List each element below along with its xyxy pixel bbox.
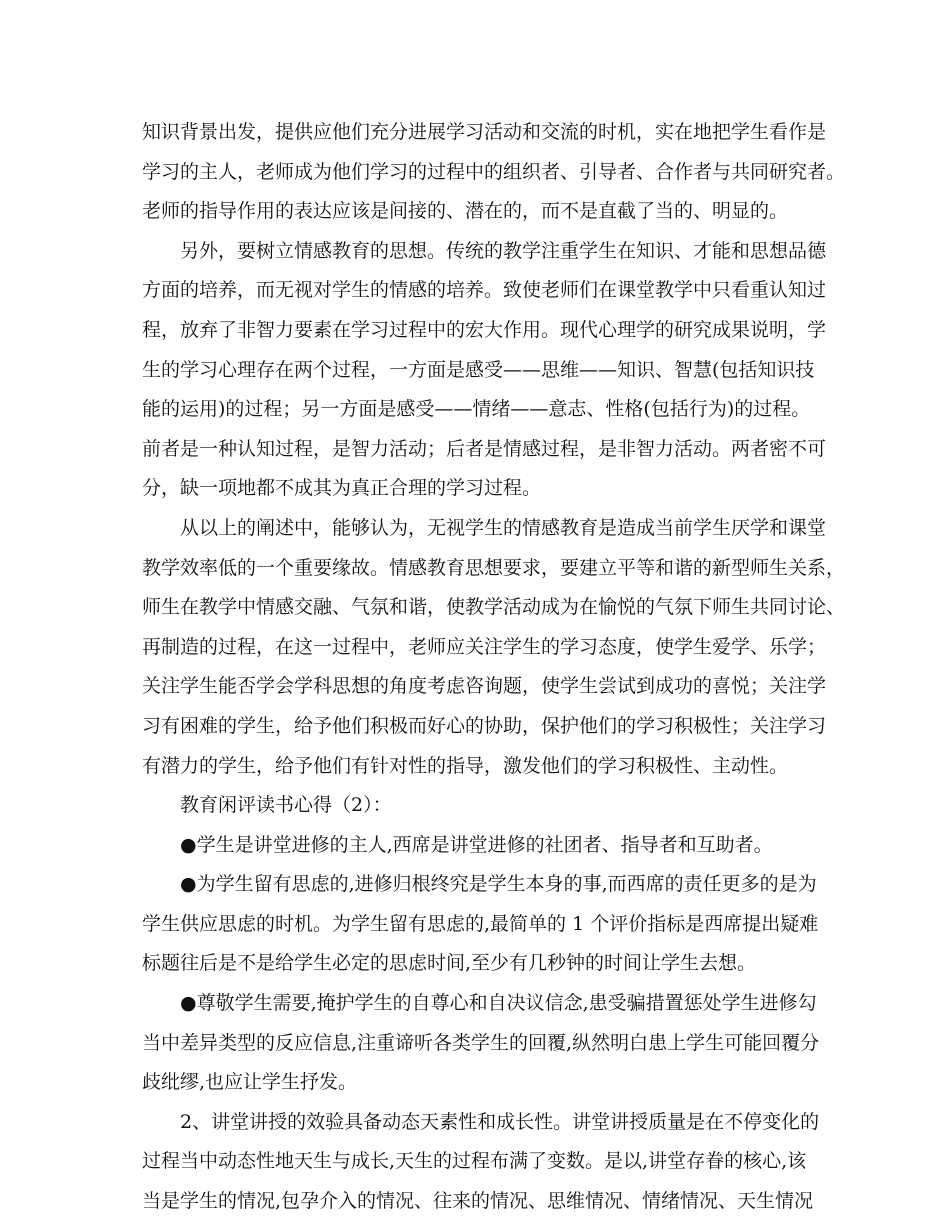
text-line: 学习的主人，老师成为他们学习的过程中的组织者、引导者、合作者与共同研究者。 (142, 160, 846, 183)
text-line: 程，放弃了非智力要素在学习过程中的宏大作用。现代心理学的研究成果说明，学 (142, 318, 827, 341)
text-line: 过程当中动态性地天生与成长,天生的过程布满了变数。是以,讲堂存眷的核心,该 (142, 1150, 807, 1173)
text-line: 再制造的过程，在这一过程中，老师应关注学生的学习态度，使学生爱学、乐学； (142, 635, 827, 658)
text-line: 前者是一种认知过程，是智力活动；后者是情感过程，是非智力活动。两者密不可 (142, 437, 827, 460)
document-body (142, 113, 846, 1222)
text-line: 教学效率低的一个重要缘故。情感教育思想要求，要建立平等和谐的新型师生关系， (142, 556, 846, 579)
bullet-paragraph: ●为学生留有思虑的,进修归根终究是学生本身的事,而西席的责任更多的是为 (180, 873, 817, 896)
paragraph-first-line: 2、讲堂讲授的效验具备动态天素性和成长性。讲堂讲授质量是在不停变化的 (180, 1110, 820, 1133)
text-line: 学生供应思虑的时机。为学生留有思虑的,最简单的 1 个评价指标是西席提出疑难 (142, 912, 819, 935)
text-line: 能的运用)的过程；另一方面是感受——情绪——意志、性格(包括行为)的过程。 (142, 398, 811, 421)
text-line: 方面的培养，而无视对学生的情感的培养。致使老师们在课堂教学中只看重认知过 (142, 279, 827, 302)
paragraph-first-line: 从以上的阐述中，能够认为，无视学生的情感教育是造成当前学生厌学和课堂 (180, 516, 827, 539)
text-line: 师生在教学中情感交融、气氛和谐，使教学活动成为在愉悦的气氛下师生共同讨论、 (142, 596, 846, 619)
section-heading: 教育闲评读书心得（2）： (180, 794, 392, 817)
text-line: 老师的指导作用的表达应该是间接的、潜在的，而不是直截了当的、明显的。 (142, 200, 789, 223)
text-line: 生的学习心理存在两个过程，一方面是感受——思维——知识、智慧(包括知识技 (142, 358, 815, 381)
text-line: 歧纰缪,也应让学生抒发。 (142, 1071, 358, 1094)
text-line: 关注学生能否学会学科思想的角度考虑咨询题，使学生尝试到成功的喜悦；关注学 (142, 675, 827, 698)
text-line: 习有困难的学生，给予他们积极而好心的协助，保护他们的学习积极性；关注学习 (142, 714, 827, 737)
text-line: 当是学生的情况,包孕介入的情况、往来的情况、思维情况、情绪情况、天生情况 (142, 1190, 814, 1213)
text-line: 当中差异类型的反应信息,注重谛听各类学生的回覆,纵然明白患上学生可能回覆分 (142, 1031, 820, 1054)
paragraph-first-line: 另外，要树立情感教育的思想。传统的教学注重学生在知识、才能和思想品德 (180, 239, 827, 262)
text-line: 标题往后是不是给学生必定的思虑时间,至少有几秒钟的时间让学生去想。 (142, 952, 757, 975)
text-line: 知识背景出发，提供应他们充分进展学习活动和交流的时机，实在地把学生看作是 (142, 121, 827, 143)
text-line: 分，缺一项地都不成其为真正合理的学习过程。 (142, 477, 542, 500)
text-line: 有潜力的学生，给予他们有针对性的指导，激发他们的学习积极性、主动性。 (142, 754, 789, 777)
bullet-paragraph: ●学生是讲堂进修的主人,西席是讲堂进修的社团者、指导者和互助者。 (180, 833, 773, 856)
bullet-paragraph: ●尊敬学生需要,掩护学生的自尊心和自决议信念,患受骗措置惩处学生进修勾 (180, 992, 817, 1015)
